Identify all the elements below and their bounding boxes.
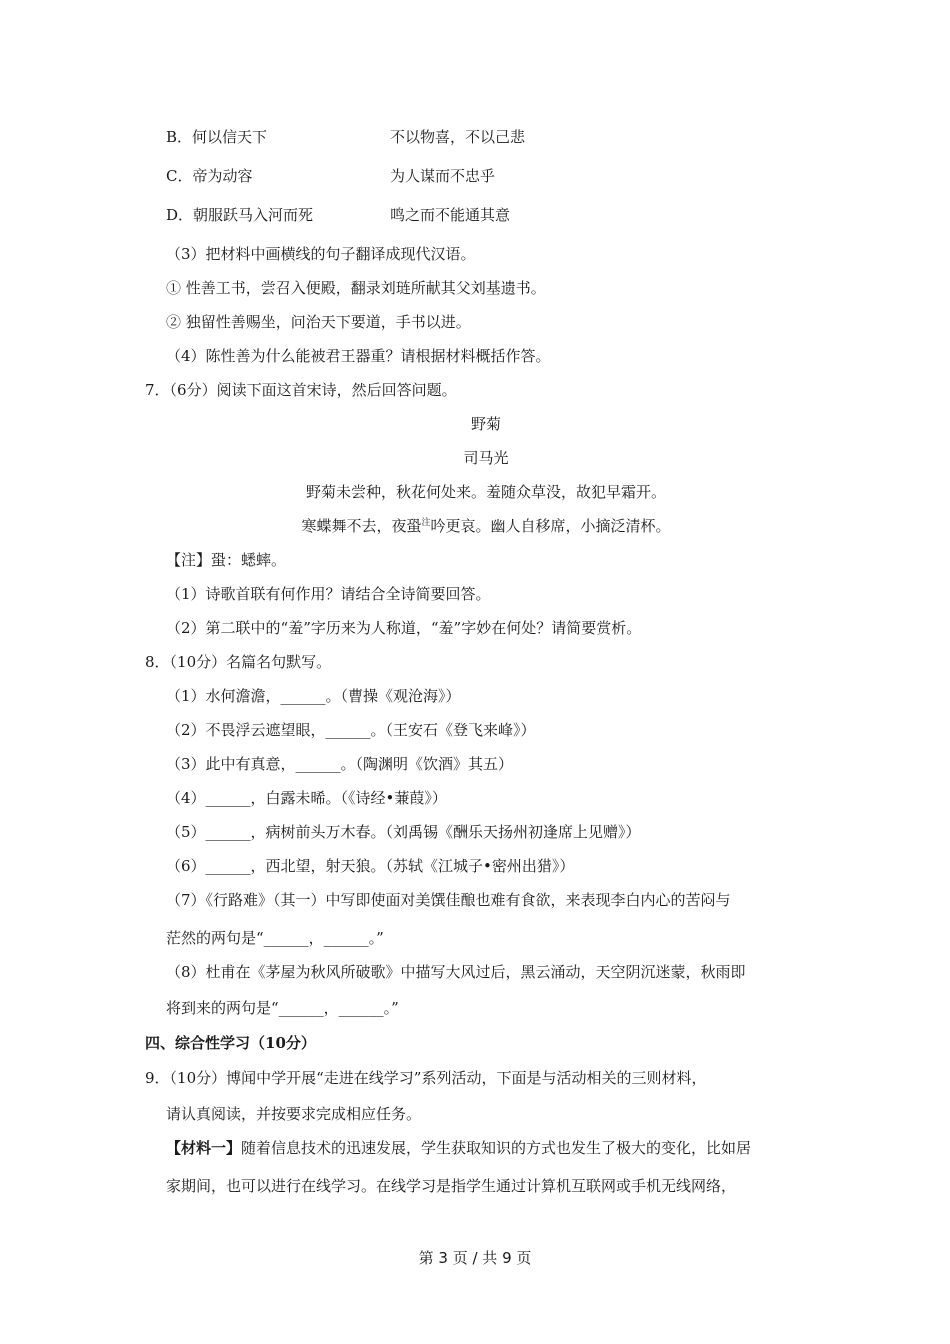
q8-item-1: （1）水何澹澹，______。（曹操《观沧海》） [166,687,461,705]
q8-item-7-line-2: 茫然的两句是“______，______。” [166,929,384,947]
q7-stem: 7．（6分）阅读下面这首宋诗，然后回答问题。 [145,381,457,399]
q8-item-3: （3）此中有真意，______。（陶渊明《饮酒》其五） [166,755,514,773]
q8-item-7-line-1: （7）《行路难》（其一）中写即使面对美馔佳酿也难有食欲，来表现李白内心的苦闷与 [166,891,731,909]
q7-sub2: （2）第二联中的“羞”字历来为人称道，“羞”字妙在何处？请简要赏析。 [166,619,642,637]
q7-sub1: （1）诗歌首联有何作用？请结合全诗简要回答。 [166,585,491,603]
q9-stem-line-2: 请认真阅读，并按要求完成相应任务。 [166,1105,422,1123]
q6-sub3: （3）把材料中画横线的句子翻译成现代汉语。 [166,245,476,263]
section-heading: 四、综合性学习（10分） [145,1034,316,1052]
note-marker: 注 [421,518,431,528]
page-number: 第 3 页 / 共 9 页 [418,1249,532,1267]
q8-item-4: （4）______，白露未晞。（《诗经•蒹葭》） [166,789,447,807]
poem-line-1: 野菊未尝种，秋花何处来。羞随众草没，故犯早霜开。 [305,483,666,501]
option-b-pair: 不以物喜，不以己悲 [390,128,526,146]
q8-item-2: （2）不畏浮云遮望眼，______。（王安石《登飞来峰》） [166,721,536,739]
option-c-pair: 为人谋而不忠乎 [390,167,496,185]
option-b-label: B．何以信天下 [166,128,268,146]
option-d-label: D．朝服跃马入河而死 [166,206,314,224]
q8-stem: 8．（10分）名篇名句默写。 [145,653,332,671]
q6-sentence-2: ② 独留性善赐坐，问治天下要道，手书以进。 [166,313,471,331]
material-1-tag: 【材料一】 [166,1139,242,1157]
option-d-pair: 鸣之而不能通其意 [390,206,511,224]
poem-note: 【注】蛩：蟋蟀。 [166,551,287,569]
poem-line-2: 寒蝶舞不去，夜蛩$^注$吟更哀。幽人自移席，小摘泛清杯。 [301,517,671,535]
q8-item-5: （5）______，病树前头万木春。（刘禹锡《酬乐天扬州初逢席上见赠》） [166,823,641,841]
q6-sub4: （4）陈性善为什么能被君王器重？请根据材料概括作答。 [166,347,551,365]
material-1-line-1: 【材料一】随着信息技术的迅速发展，学生获取知识的方式也发生了极大的变化，比如居 [166,1139,752,1157]
q8-item-6: （6）______，西北望，射天狼。（苏轼《江城子•密州出猎》） [166,857,575,875]
q8-item-8-line-1: （8）杜甫在《茅屋为秋风所破歌》中描写大风过后，黑云涌动，天空阴沉迷蒙，秋雨即 [166,963,746,981]
material-1-line-2: 家期间，也可以进行在线学习。在线学习是指学生通过计算机互联网或手机无线网络， [166,1177,737,1195]
q9-stem-line-1: 9．（10分）博闻中学开展“走进在线学习”系列活动，下面是与活动相关的三则材料， [145,1069,707,1087]
q8-item-8-line-2: 将到来的两句是“______，______。” [166,999,399,1017]
q6-sentence-1: ① 性善工书，尝召入便殿，翻录刘琏所献其父刘基遗书。 [166,279,546,297]
poem-title: 野菊 [470,415,501,433]
option-c-label: C．帝为动容 [166,167,253,185]
poem-author: 司马光 [463,449,509,467]
